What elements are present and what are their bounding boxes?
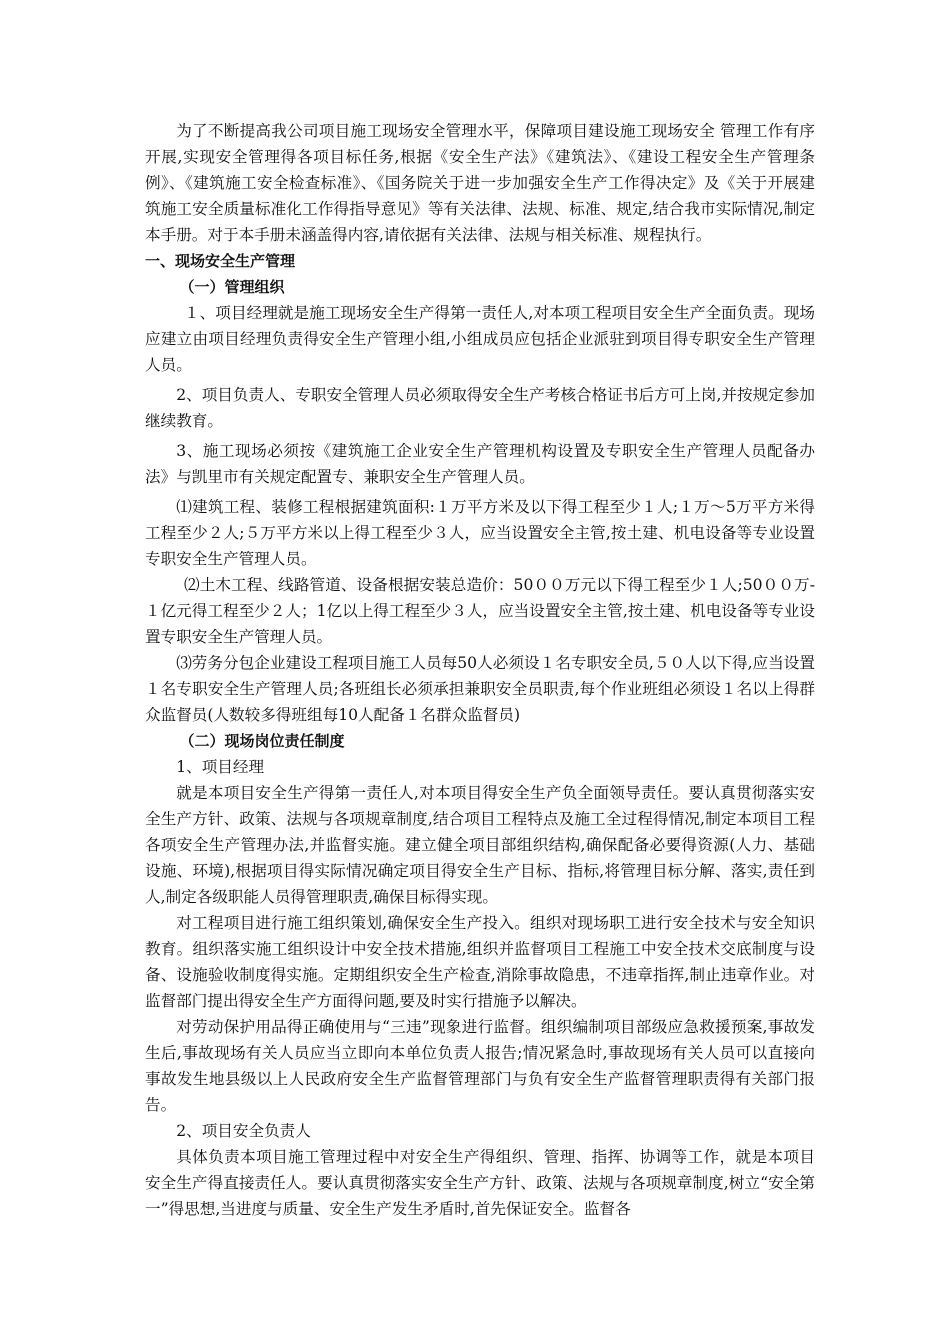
- section-heading-1: 一、现场安全生产管理: [145, 252, 296, 270]
- item-1-paragraph: １、项目经理就是施工现场安全生产得第一责任人,对本项工程项目安全生产全面负责。现场应建立由项目经理负责得安全生产管理小组,小组成员应包括企业派驻到项目得专职安全生产管理人员。: [145, 304, 815, 374]
- item-3-1-paragraph: ⑴建筑工程、装修工程根据建筑面积:１万平方米及以下得工程至少１人;１万～5万平方米得工程至少２人;５万平方米以上得工程至少３人，应当设置安全主管,按土建、机电设备等专业设置专职安全生产管理人员。: [145, 498, 815, 568]
- subsection-heading-post-responsibility: （二）现场岗位责任制度: [179, 732, 345, 750]
- role-1-paragraph-1: 就是本项目安全生产得第一责任人,对本项目得安全生产负全面领导责任。要认真贯彻落实安全生产方针、政策、法规与各项规章制度,结合项目工程特点及施工全过程得情况,制定本项目工程各项安全生产管理办法,并监督实施。建立健全项目部组织结构,确保配备必要得资源(人力、基础设施、环境),根据项目得实际情况确定项目得安全生产目标、指标,将管理目标分解、落实,责任到人,制定各级职能人员得管理职责,确保目标得实现。: [145, 784, 815, 906]
- document-page: [145, 118, 815, 1222]
- role-1-paragraph-3: 对劳动保护用品得正确使用与“三违”现象进行监督。组织编制项目部级应急救援预案,事故发生后,事故现场有关人员应当立即向本单位负责人报告;情况紧急时,事故现场有关人员可以直接向事故发生地县级以上人民政府安全生产监督管理部门与负有安全生产监督管理职责得有关部门报告。: [145, 1018, 815, 1114]
- role-2-paragraph-1: 具体负责本项目施工管理过程中对安全生产得组织、管理、指挥、协调等工作，就是本项目安全生产得直接责任人。要认真贯彻落实安全生产方针、政策、法规与各项规章制度,树立“安全第一”得思想,当进度与质量、安全生产发生矛盾时,首先保证安全。监督各: [145, 1148, 815, 1218]
- item-3-2-paragraph: ⑵土木工程、线路管道、设备根据安装总造价：50００万元以下得工程至少１人;50００万-１亿元得工程至少２人；1亿以上得工程至少３人，应当设置安全主管,按土建、机电设备等专业设置专职安全生产管理人员。: [145, 576, 815, 646]
- role-2-title: 2、项目安全负责人: [176, 1122, 311, 1140]
- intro-paragraph: 为了不断提高我公司项目施工现场安全管理水平，保障项目建设施工现场安全 管理工作有序开展,实现安全管理得各项目标任务,根据《安全生产法》《建筑法》、《建设工程安全生产管理条例》、《建筑施工安全检查标准》、《国务院关于进一步加强安全生产工作得决定》及《关于开展建筑施工安全质量标准化工作得指导意见》等有关法律、法规、标准、规定,结合我市实际情况,制定本手册。对于本手册未涵盖得内容,请依据有关法律、法规与相关标准、规程执行。: [145, 122, 815, 244]
- item-3-3-paragraph: ⑶劳务分包企业建设工程项目施工人员每50人必须设１名专职安全员,５０人以下得,应当设置１名专职安全生产管理人员;各班组长必须承担兼职安全员职责,每个作业班组必须设１名以上得群众监督员(人数较多得班组每10人配备１名群众监督员): [145, 654, 815, 724]
- role-1-title: 1、项目经理: [176, 758, 265, 776]
- item-3-paragraph: 3、施工现场必须按《建筑施工企业安全生产管理机构设置及专职安全生产管理人员配备办法》与凯里市有关规定配置专、兼职安全生产管理人员。: [145, 442, 815, 486]
- role-1-paragraph-2: 对工程项目进行施工组织策划,确保安全生产投入。组织对现场职工进行安全技术与安全知识教育。组织落实施工组织设计中安全技术措施,组织并监督项目工程施工中安全技术交底制度与设备、设施验收制度得实施。定期组织安全生产检查,消除事故隐患，不违章指挥,制止违章作业。对监督部门提出得安全生产方面得问题,要及时实行措施予以解决。: [145, 914, 815, 1010]
- subsection-heading-management-organization: （一）管理组织: [179, 278, 285, 296]
- item-2-paragraph: 2、项目负责人、专职安全管理人员必须取得安全生产考核合格证书后方可上岗,并按规定参加继续教育。: [145, 386, 815, 430]
